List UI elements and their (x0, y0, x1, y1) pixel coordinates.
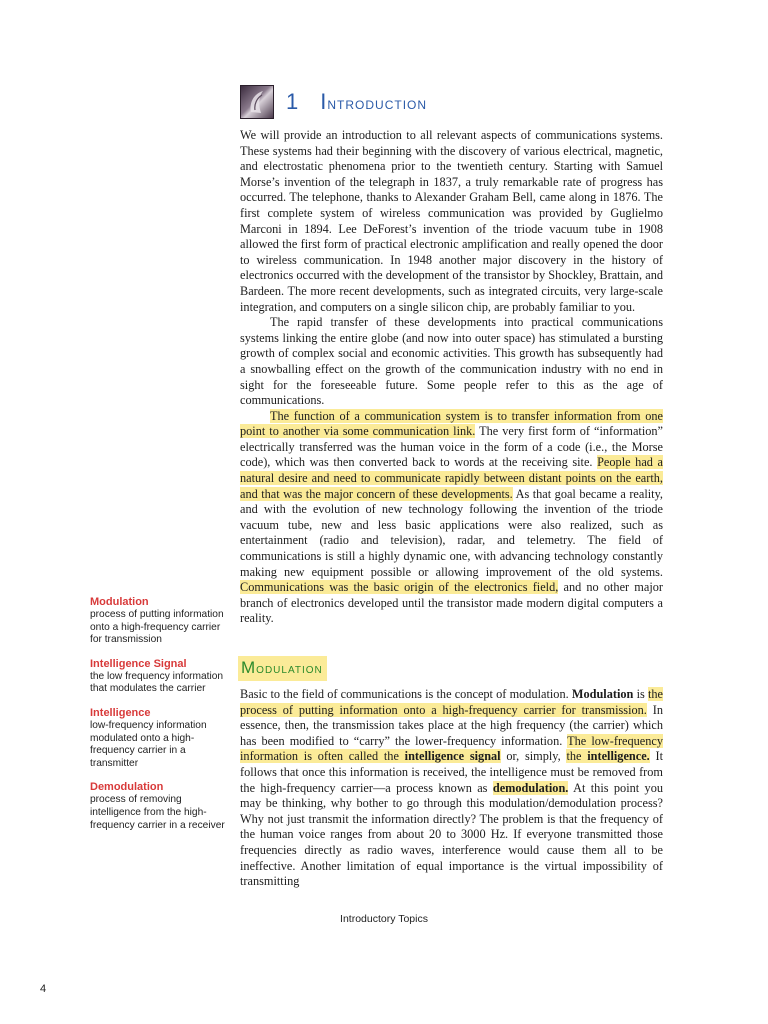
glossary-entry (90, 706, 230, 770)
chapter-number: 1 (286, 89, 299, 114)
glossary-entry (90, 780, 230, 832)
glossary-definition: process of putting information onto a high-frequency carrier for transmission (90, 609, 224, 646)
glossary-term: Modulation (90, 596, 149, 608)
glossary-entry (90, 595, 230, 647)
introduction-body (240, 128, 663, 627)
highlight-text: the intelligence. (566, 749, 650, 764)
highlight-text: demodulation. (492, 780, 569, 795)
highlight-text: The function of a communication system is to transfer information from one point to another via some communication link. (240, 408, 663, 439)
paragraph-1: We will provide an introduction to all relevant aspects of communications systems. These systems had their beginning with the discovery of various electrical, magnetic, and electrostatic phenomena prior to the twentieth century. Starting with Samuel Morse’s invention of the telegraph in 1837, a truly remarkable rate of progress has occurred. The telephone, thanks to Alexander Graham Bell, came along in 1876. The first complete system of wireless communication was provided by Guglielmo Marconi in 1894. Lee DeForest’s invention of the triode vacuum tube in 1908 allowed the first form of practical electronic amplification and really opened the door to wireless communication. In 1948 another major discovery in the history of electronics occurred with the development of the transistor by Shockley, Brattain, and Bardeen. The more recent developments, such as integrated circuits, very large-scale integration, and computers on a single silicon chip, are probably familiar to you. (240, 128, 663, 314)
section-heading-modulation: Modulation (238, 656, 327, 681)
chapter-image-icon (240, 85, 274, 119)
term-bold: Modulation (571, 687, 634, 701)
chapter-heading (240, 85, 427, 119)
glossary-entry (90, 657, 230, 696)
glossary-definition: the low frequency information that modulates the carrier (90, 670, 224, 695)
glossary-sidebar (90, 595, 230, 842)
glossary-term: Intelligence Signal (90, 657, 187, 670)
glossary-definition: low-frequency information modulated onto a high-frequency carrier in a transmitter (90, 719, 207, 769)
paragraph-modulation: Basic to the field of communications is the concept of modulation. Modulation is the process of putting information onto a high-frequency carrier for transmission. In essence, then, the transmission takes place at the high frequency (the carrier) which has been modified to “carry” the lower-frequency information. The low-frequency information is often called the intelligence signal or, simply, the intelligence. It follows that once this information is received, the intelligence must be removed from the high-frequency carrier—a process known as demodulation. At this point you may be thinking, why bother to go through this modulation/demodulation process? Why not just transmit the information directly? The problem is that the frequency of the human voice ranges from about 20 to 3000 Hz. If everyone transmitted those frequencies directly as radio waves, interference would cause them all to be ineffective. Another limitation of equal importance is the virtual impossibility of transmitting (240, 687, 664, 889)
glossary-term: Intelligence (90, 706, 151, 719)
highlight-text: the process of putting information onto a high-frequency carrier for transmission. (240, 687, 663, 717)
page-number: 4 (40, 983, 47, 995)
glossary-definition: process of removing intelligence from the high-frequency carrier in a receiver (90, 794, 225, 831)
paragraph-2: The rapid transfer of these developments into practical communications systems linking the entire globe (and now into outer space) has stimulated a bursting growth of complex social and economic activities. This growth has subsequently had a snowballing effect on the growth of the communication industry with no end in sight for the foreseeable future. Some people refer to this as the age of communications. (240, 315, 663, 408)
chapter-title: Introduction (320, 89, 428, 114)
paragraph-3: The function of a communication system is to transfer information from one point to another via some communication link. The very first form of “information” electrically transferred was the human voice in the form of a code (i.e., the Morse code), which was then converted back to words at the receiving site. People had a natural desire and need to communicate rapidly between distant points on the earth, and that was the major concern of these developments. As that goal became a reality, and with the evolution of new technology following the invention of the triode vacuum tube, new and less basic applications were also realized, such as entertainment (radio and television), radar, and telemetry. The field of communications is still a highly dynamic one, with advancing technology constantly making new equipment possible or allowing improvement of the old systems. Communications was the basic origin of the electronics field, and no other major branch of electronics developed until the transistor made modern digital computers a reality. (240, 408, 664, 626)
modulation-body (240, 687, 663, 890)
glossary-term: Demodulation (90, 781, 164, 794)
highlight-text: The low-frequency information is often called the intelligence signal (240, 733, 664, 764)
highlight-text: People had a natural desire and need to communicate rapidly between distant points on the earth, and that was the major concern of these developments. (240, 455, 663, 501)
highlight-text: Communications was the basic origin of the electronics field, (240, 580, 559, 595)
running-footer: Introductory Topics (340, 913, 428, 925)
